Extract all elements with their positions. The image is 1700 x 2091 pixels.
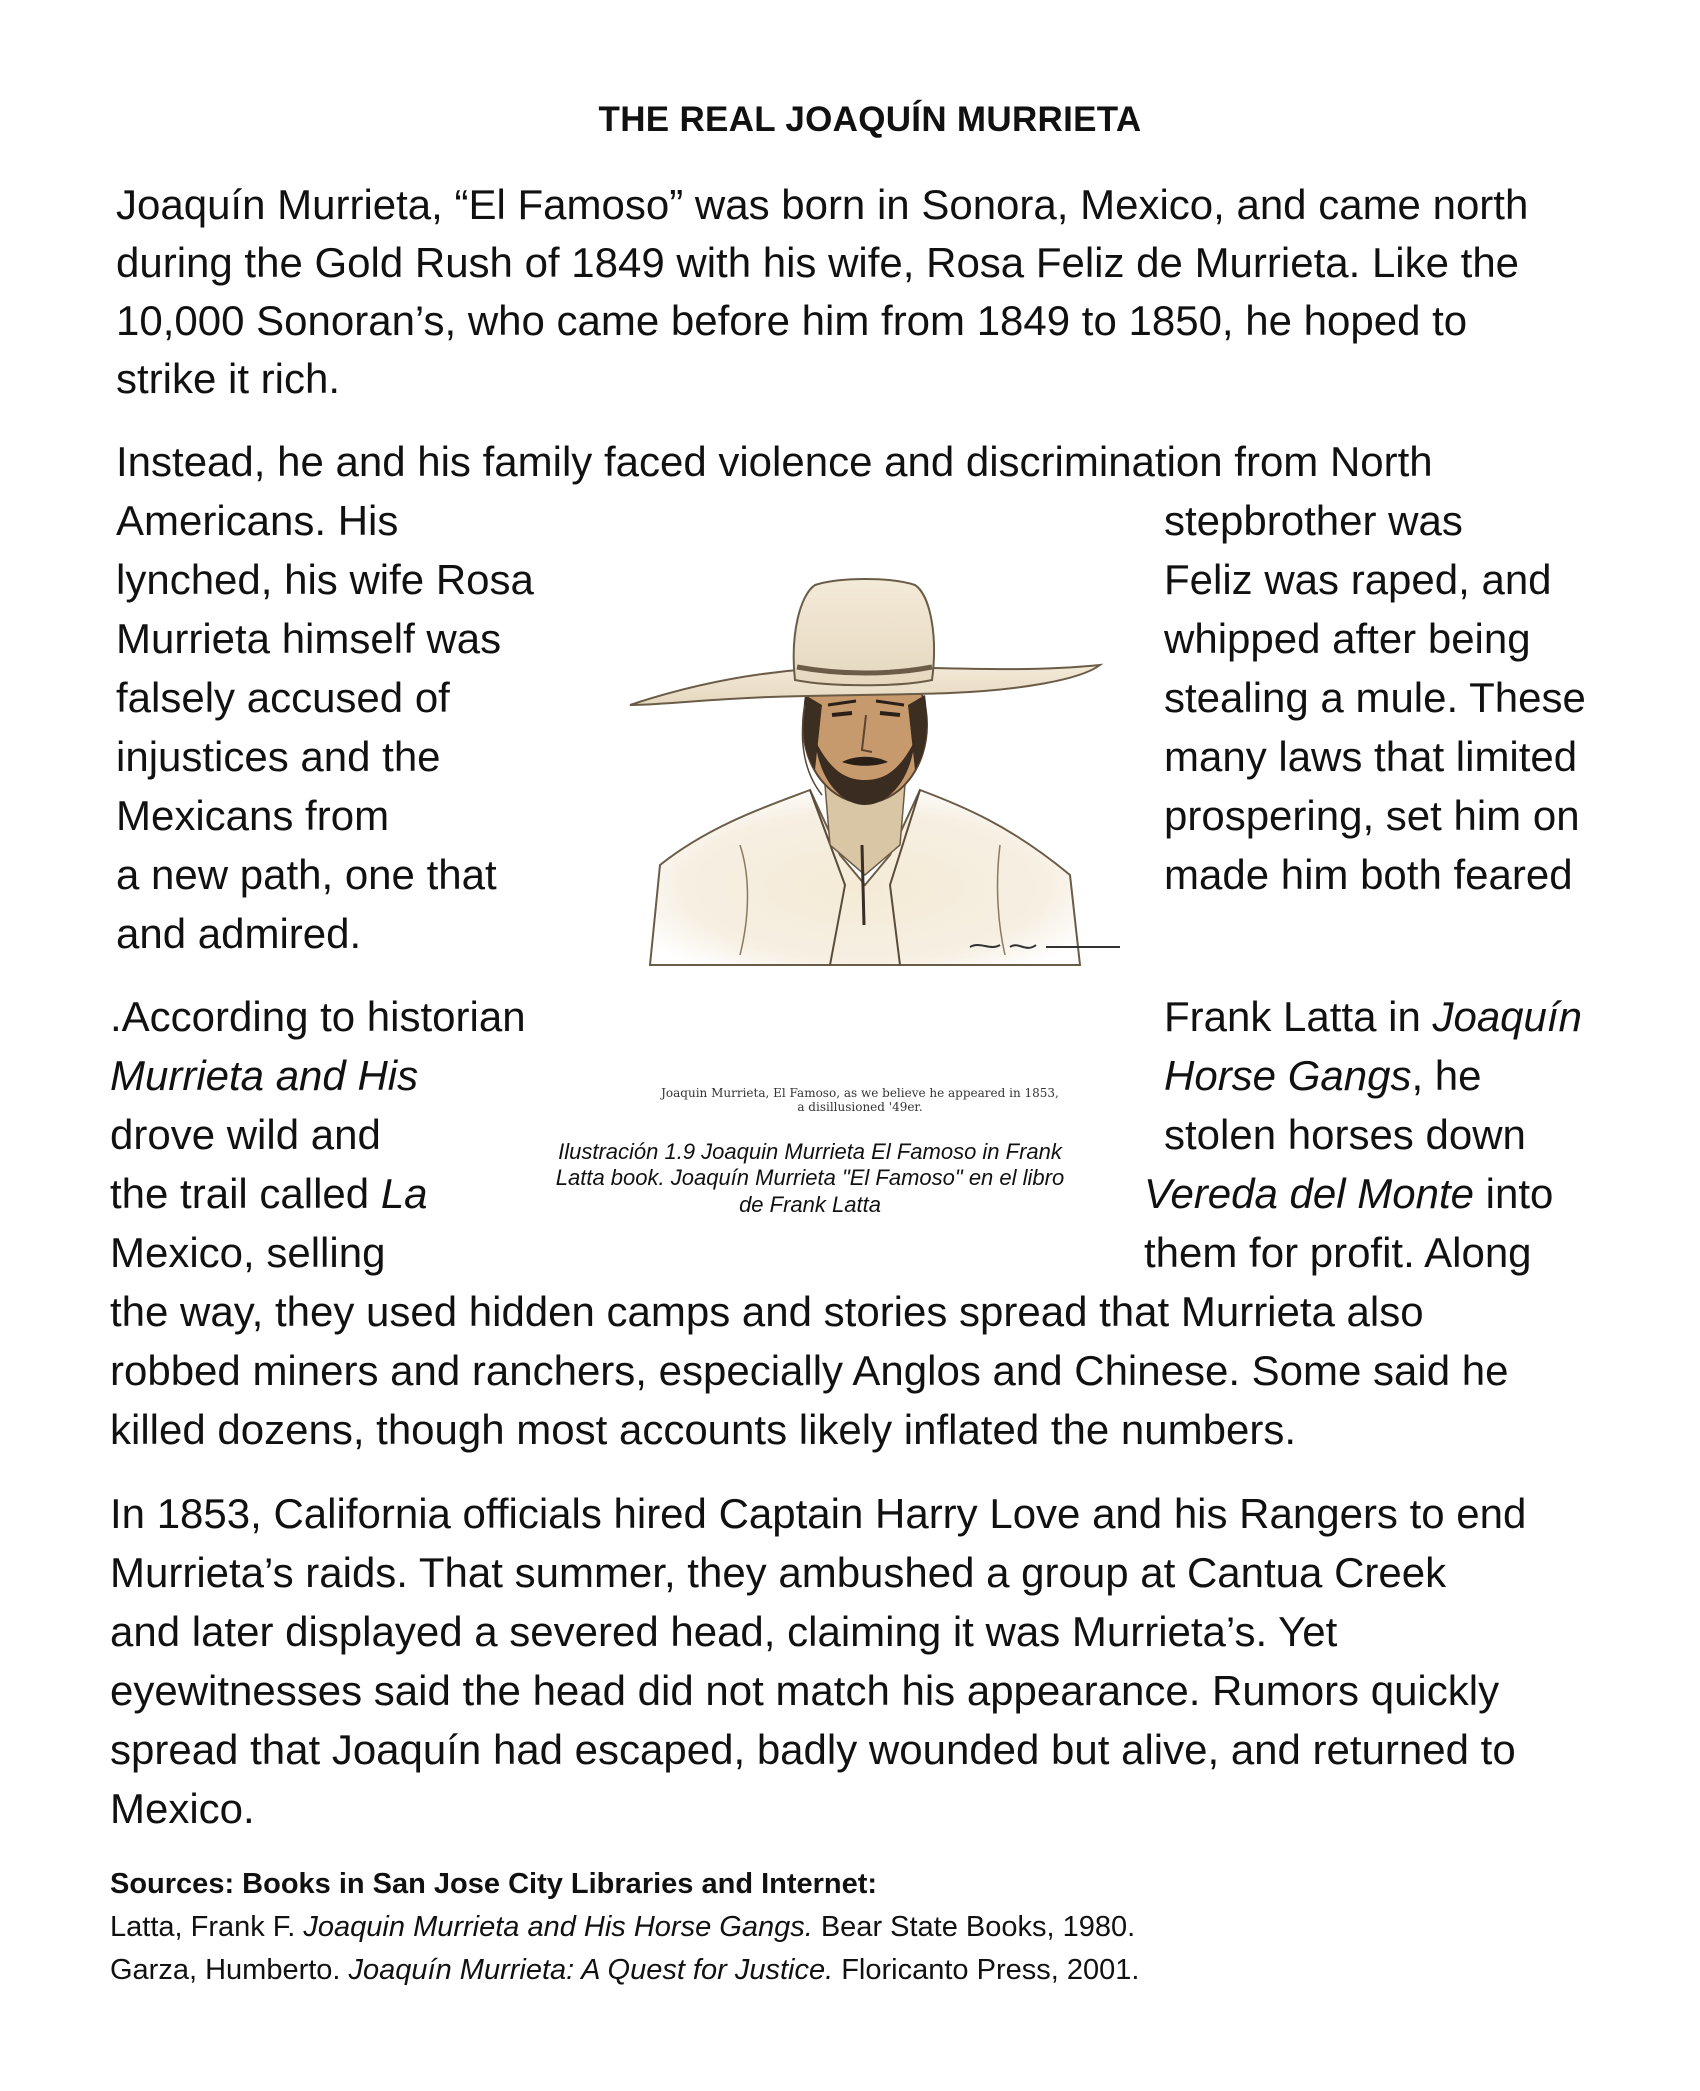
paragraph-3-right-line: them for profit. Along	[1144, 1229, 1532, 1276]
paragraph-2-line: Instead, he and his family faced violence and discrimination from North	[116, 438, 1433, 485]
source-citation	[110, 1911, 1135, 1944]
paragraph-2-left-line: Murrieta himself was	[116, 615, 502, 662]
paragraph-4-line: Murrieta’s raids. That summer, they ambushed a group at Cantua Creek	[110, 1549, 1447, 1596]
citation-publisher: Floricanto Press, 2001.	[833, 1954, 1140, 1986]
paragraph-3-left-line: Mexico, selling	[110, 1229, 386, 1276]
book-title-fragment: Joaquín	[1432, 993, 1582, 1040]
paragraph-3-right-line	[1144, 1170, 1554, 1217]
murrieta-portrait-illustration	[600, 555, 1130, 995]
paragraph-2-right-line: many laws that limited	[1164, 733, 1578, 780]
paragraph-3-right-line	[1164, 993, 1582, 1040]
citation-title: Joaquín Murrieta: A Quest for Justice.	[348, 1954, 834, 1986]
paragraph-2-left-line: Americans. His	[116, 497, 399, 544]
paragraph-3-left-line	[110, 1052, 419, 1099]
text-fragment: , he	[1411, 1052, 1482, 1099]
paragraph-3-left-line	[110, 1170, 428, 1217]
portrait-inner-caption	[590, 1087, 1130, 1115]
text-fragment: Frank Latta in	[1164, 993, 1433, 1040]
text-fragment: the trail called	[110, 1170, 381, 1217]
paragraph-2-right-line: stepbrother was	[1164, 497, 1463, 544]
page-title: THE REAL JOAQUÍN MURRIETA	[598, 100, 1142, 139]
paragraph-3-right-line: stolen horses down	[1164, 1111, 1526, 1158]
portrait-inner-caption-line: Joaquin Murrieta, El Famoso, as we believe he appeared in 1853,	[661, 1086, 1059, 1100]
sources-heading: Sources: Books in San Jose City Libraries and Internet:	[110, 1868, 878, 1900]
paragraph-2-left-line: and admired.	[116, 910, 362, 957]
paragraph-4-line: spread that Joaquín had escaped, badly wounded but alive, and returned to	[110, 1726, 1516, 1773]
trail-name-fragment: Vereda del Monte	[1144, 1170, 1474, 1217]
portrait-inner-caption-line: a disillusioned '49er.	[797, 1099, 923, 1114]
paragraph-4-line: Mexico.	[110, 1785, 255, 1832]
source-citation	[110, 1954, 1139, 1987]
illustration-caption-line: de Frank Latta	[739, 1191, 881, 1217]
illustration-caption-line: Ilustración 1.9 Joaquin Murrieta El Famoso in Frank	[558, 1139, 1062, 1164]
book-title-fragment: Murrieta and His	[110, 1052, 419, 1099]
paragraph-3-left-line: .According to historian	[110, 993, 526, 1040]
illustration-caption-line: Latta book. Joaquín Murrieta "El Famoso" en el libro	[555, 1165, 1065, 1191]
paragraph-2-left-line: Mexicans from	[116, 792, 390, 839]
paragraph-4-line: and later displayed a severed head, claiming it was Murrieta’s. Yet	[110, 1608, 1338, 1655]
paragraph-4-line: In 1853, California officials hired Captain Harry Love and his Rangers to end	[110, 1490, 1527, 1537]
paragraph-3-left-line: drove wild and	[110, 1111, 381, 1158]
text-fragment: into	[1474, 1170, 1554, 1217]
illustration-caption	[490, 1139, 1130, 1218]
paragraph-1-line: Joaquín Murrieta, “El Famoso” was born in Sonora, Mexico, and came north	[116, 181, 1529, 228]
paragraph-3-line: killed dozens, though most accounts likely inflated the numbers.	[110, 1406, 1296, 1453]
paragraph-1-line: during the Gold Rush of 1849 with his wife, Rosa Feliz de Murrieta. Like the	[116, 239, 1520, 286]
book-title-fragment: Horse Gangs	[1164, 1052, 1412, 1099]
paragraph-3-line: the way, they used hidden camps and stories spread that Murrieta also	[110, 1288, 1424, 1335]
paragraph-2-right-line: prospering, set him on	[1164, 792, 1580, 839]
paragraph-2-left-line: injustices and the	[116, 733, 441, 780]
paragraph-2-right-line: made him both feared	[1164, 851, 1573, 898]
paragraph-1-line: strike it rich.	[116, 355, 341, 402]
paragraph-2-right-line: whipped after being	[1164, 615, 1531, 662]
citation-title: Joaquin Murrieta and His Horse Gangs.	[303, 1911, 813, 1943]
paragraph-2-left-line: a new path, one that	[116, 851, 497, 898]
trail-name-fragment: La	[380, 1170, 428, 1217]
paragraph-2-left-line: falsely accused of	[116, 674, 450, 721]
paragraph-2-right-line: Feliz was raped, and	[1164, 556, 1552, 603]
paragraph-2-left-line: lynched, his wife Rosa	[116, 556, 534, 603]
citation-author: Latta, Frank F.	[110, 1911, 304, 1943]
citation-author: Garza, Humberto.	[110, 1954, 349, 1986]
paragraph-3-right-line	[1164, 1052, 1482, 1099]
paragraph-2-right-line: stealing a mule. These	[1164, 674, 1586, 721]
paragraph-1-line: 10,000 Sonoran’s, who came before him from 1849 to 1850, he hoped to	[116, 297, 1468, 344]
citation-publisher: Bear State Books, 1980.	[812, 1911, 1136, 1943]
paragraph-4-line: eyewitnesses said the head did not match his appearance. Rumors quickly	[110, 1667, 1500, 1714]
paragraph-3-line: robbed miners and ranchers, especially Anglos and Chinese. Some said he	[110, 1347, 1509, 1394]
